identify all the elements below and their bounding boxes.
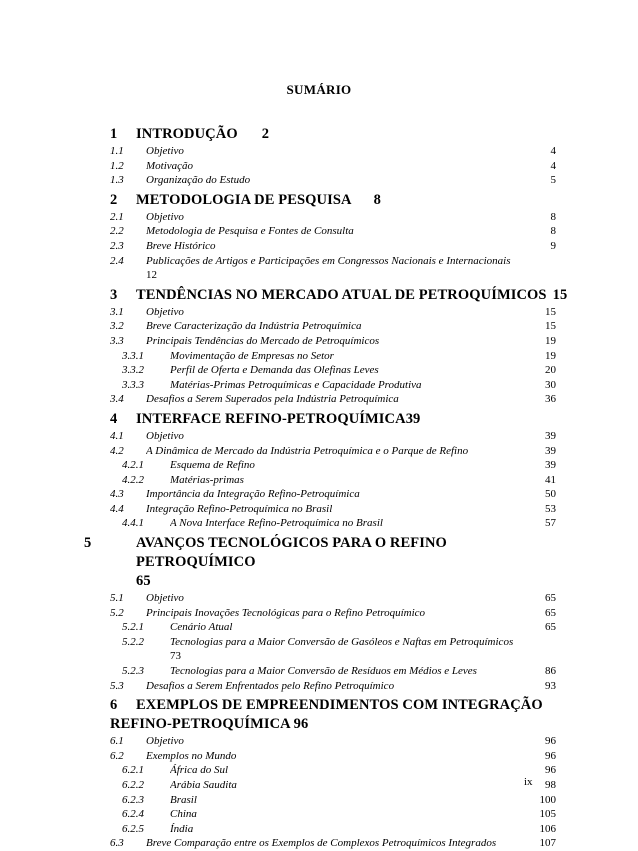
toc-entry [110,429,556,444]
entry-title: Metodologia de Pesquisa e Fontes de Consulta [146,225,354,238]
entry-number: 4.2 [110,444,124,457]
entry-page: 19 [545,334,556,347]
chapter-number: 3 [110,286,118,303]
toc-entry [110,144,556,159]
entry-page: 39 [545,444,556,457]
chapter-heading [110,286,568,305]
entry-title: Principais Inovações Tecnológicas para o Refino Petroquímico [146,606,426,619]
entry-title: Esquema de Refino [170,459,255,472]
toc-entry [110,793,556,808]
entry-page: 93 [545,679,556,692]
entry-number: 5.2 [110,606,124,619]
entry-page: 8 [550,210,556,223]
entry-number: 4.4 [110,502,124,515]
chapter-number: 4 [110,410,118,427]
toc-entry [110,822,556,837]
entry-title: Objetivo [146,592,184,605]
entry-page: 4 [550,159,556,172]
entry-number: 5.2.2 [122,635,144,648]
chapter-number: 2 [110,191,118,208]
toc-entry [110,635,556,664]
entry-title: Organização do Estudo [146,174,251,187]
entry-number: 5.2.3 [122,665,144,678]
page-title: SUMÁRIO [286,82,352,97]
entry-page: 107 [539,837,556,850]
entry-number: 4.2.2 [122,473,144,486]
toc-entry [110,334,556,349]
entry-number: 1.2 [110,159,124,172]
entry-number: 3.2 [110,320,124,333]
entry-number: 6.2 [110,749,124,762]
toc-entry [110,239,556,254]
toc-entry [110,458,556,473]
toc-entry [110,807,556,822]
entry-number: 1.3 [110,174,124,187]
entry-page: 106 [539,822,556,835]
entry-number: 6.2.2 [122,779,144,791]
chapter-title: TENDÊNCIAS NO MERCADO ATUAL DE PETROQUÍMICOS [136,286,547,303]
toc-entry [110,305,556,320]
chapter-page: 8 [373,191,381,208]
toc-entry [110,173,556,188]
entry-number: 6.2.5 [122,822,144,835]
entry-page: 53 [545,502,556,515]
entry-number: 3.1 [110,305,124,318]
toc-entry [110,516,556,531]
chapter-title: METODOLOGIA DE PESQUISA [136,191,352,208]
chapter-title: INTRODUÇÃO [136,126,238,142]
table-of-contents [84,122,568,851]
entry-title: Objetivo [146,305,184,318]
chapter-heading [110,410,556,429]
entry-title: Matérias-Primas Petroquímicas e Capacidade Produtiva [170,378,422,391]
chapter-heading [110,125,556,144]
toc-entry [110,763,556,778]
toc-entry [110,319,556,334]
toc-entry [110,210,556,225]
entry-page: 96 [545,735,556,748]
entry-title: Publicações de Artigos e Participações em Congressos Nacionais e Internacionais [146,254,511,267]
toc-entry [110,392,556,407]
toc-entry [110,502,556,517]
entry-title: África do Sul [170,764,229,777]
entry-page: 57 [545,517,556,530]
toc-entry [110,349,556,364]
entry-page: 96 [545,749,556,762]
toc-entry [110,254,556,283]
toc-entry [110,749,556,764]
entry-title: Objetivo [146,145,184,157]
chapter-title: INTERFACE REFINO-PETROQUÍMICA [136,410,406,427]
entry-title: Desafios a Serem Enfrentados pelo Refino Petroquímico [146,679,395,692]
entry-number: 4.3 [110,488,124,501]
chapter-page: 96 [293,716,309,733]
toc-entry [110,444,556,459]
page-number: ix [524,776,533,788]
chapter-title: AVANÇOS TECNOLÓGICOS PARA O REFINO PETROQUÍMICO [136,535,447,571]
toc-entry [110,224,556,239]
entry-title: Breve Comparação entre os Exemplos de Complexos Petroquímicos Integrados [146,837,497,850]
entry-title: Importância da Integração Refino-Petroquímica [146,488,360,501]
entry-page: 5 [550,174,556,187]
entry-title: Movimentação de Empresas no Setor [170,349,334,362]
chapter-page: 15 [552,286,568,303]
entry-number: 6.2.4 [122,808,144,821]
entry-number: 5.1 [110,592,124,605]
entry-title: Objetivo [146,429,184,442]
toc-entry [110,679,556,694]
toc-entry [110,606,556,621]
chapter-page: 2 [261,126,270,142]
entry-page: 86 [545,665,556,678]
entry-number: 2.3 [110,239,124,252]
entry-page: 65 [545,592,556,605]
entry-title: A Nova Interface Refino-Petroquímica no Brasil [170,517,383,530]
entry-number: 5.3 [110,679,124,692]
entry-number: 6.3 [110,837,124,850]
entry-title: Desafios a Serem Superados pela Indústria Petroquímica [146,393,399,406]
toc-entry [110,363,556,378]
entry-page: 20 [545,364,556,377]
entry-title: Objetivo [146,735,184,748]
entry-page: 65 [545,621,556,634]
entry-page: 19 [545,349,556,362]
entry-title: A Dinâmica de Mercado da Indústria Petroquímica e o Parque de Refino [146,444,469,457]
chapter-number: 5 [84,535,92,552]
entry-page: 36 [545,393,556,406]
entry-number: 3.3.1 [122,349,144,362]
entry-page: 9 [550,239,556,252]
entry-number: 2.4 [110,254,124,267]
entry-number: 4.2.1 [122,459,144,472]
chapter-heading [110,191,556,210]
entry-number: 3.3.3 [122,378,144,391]
entry-title: Arábia Saudita [170,779,237,791]
entry-page: 50 [545,488,556,501]
entry-number: 2.1 [110,210,124,223]
entry-title: Cenário Atual [170,621,233,634]
chapter-heading [110,696,556,734]
entry-page: 105 [539,808,556,821]
chapter-number: 1 [110,126,118,142]
entry-page: 8 [550,225,556,238]
entry-number: 3.3 [110,334,124,347]
entry-title: Breve Caracterização da Indústria Petroquímica [146,320,362,333]
toc-entry [110,591,556,606]
toc-entry [110,473,556,488]
entry-title: China [170,808,197,821]
entry-title: Índia [170,822,194,835]
chapter-page: 65 [136,573,151,590]
toc-entry [110,836,556,851]
entry-page: 73 [170,650,181,663]
entry-title: Tecnologias para a Maior Conversão de Gasóleos e Naftas em Petroquímicos [170,635,514,648]
entry-number: 5.2.1 [122,621,144,634]
toc-entry [110,487,556,502]
entry-page: 4 [550,145,556,157]
entry-number: 3.3.2 [122,364,144,377]
entry-title: Brasil [170,793,197,806]
entry-number: 6.1 [110,735,124,748]
toc-entry [110,159,556,174]
entry-title: Perfil de Oferta e Demanda das Olefinas Leves [170,364,379,377]
entry-page: 15 [545,305,556,318]
entry-title: Tecnologias para a Maior Conversão de Resíduos em Médios e Leves [170,665,477,678]
chapter-page: 39 [405,410,421,427]
entry-title: Principais Tendências do Mercado de Petroquímicos [146,334,380,347]
entry-title: Exemplos no Mundo [146,749,237,762]
toc-entry [110,620,556,635]
entry-page: 98 [545,779,556,791]
entry-title: Integração Refino-Petroquímica no Brasil [146,502,333,515]
toc-entry [110,778,556,793]
entry-title: Matérias-primas [170,473,244,486]
entry-page: 41 [545,473,556,486]
entry-page: 12 [146,269,157,282]
toc-entry [110,664,556,679]
entry-page: 15 [545,320,556,333]
toc-entry [110,734,556,749]
entry-number: 4.1 [110,429,124,442]
chapter-heading [84,534,556,591]
entry-title: Motivação [146,159,194,172]
entry-page: 96 [545,764,556,777]
entry-number: 3.4 [110,393,124,406]
entry-number: 4.4.1 [122,517,144,530]
entry-page: 65 [545,606,556,619]
entry-number: 6.2.1 [122,764,144,777]
entry-page: 100 [539,793,556,806]
entry-title: Breve Histórico [146,239,216,252]
entry-page: 39 [545,459,556,472]
toc-entry [110,378,556,393]
entry-number: 2.2 [110,225,124,238]
entry-number: 1.1 [110,145,124,157]
entry-number: 6.2.3 [122,793,144,806]
entry-page: 39 [545,429,556,442]
entry-title: Objetivo [146,210,184,223]
entry-page: 30 [545,378,556,391]
chapter-number: 6 [110,697,118,714]
chapter-title: EXEMPLOS DE EMPREENDIMENTOS COM INTEGRAÇÃO REFINO-PETROQUÍMICA [110,697,543,733]
